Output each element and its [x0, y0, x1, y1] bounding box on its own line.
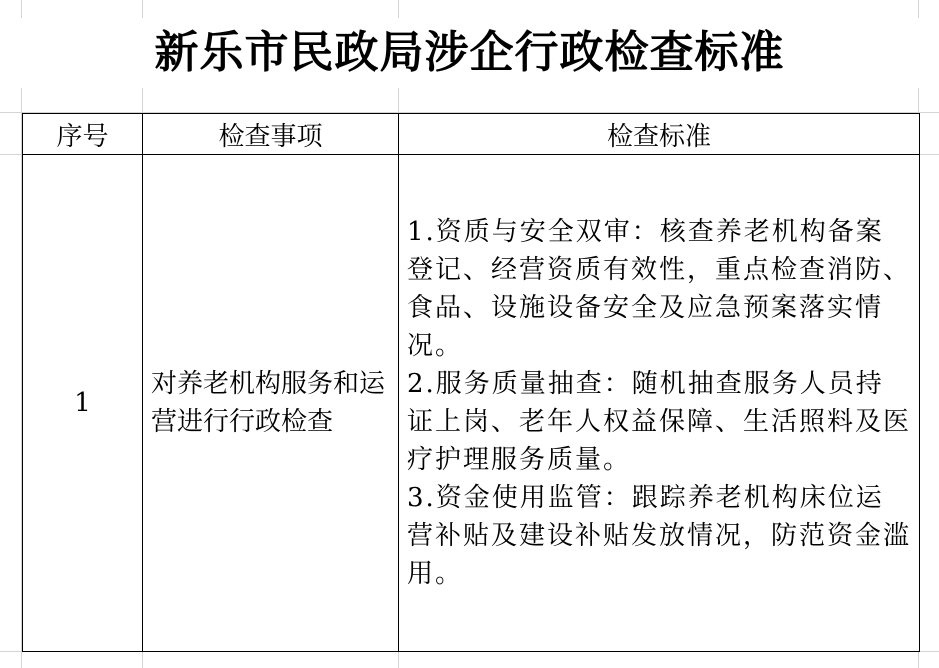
standard-line-1: 1.资质与安全双审：核查养老机构备案登记、经营资质有效性，重点检查消防、食品、设施设备安全及应急预案落实情况。	[407, 217, 912, 361]
header-item[interactable]: 检查事项	[143, 114, 399, 155]
table-row	[23, 155, 920, 652]
cell-item[interactable]: 对养老机构服务和运营进行行政检查	[143, 155, 399, 652]
inspection-table	[22, 113, 920, 652]
cell-number[interactable]: 1	[23, 155, 143, 652]
standard-line-2: 2.服务质量抽查：随机抽查服务人员持证上岗、老年人权益保障、生活照料及医疗护理服务质量。	[407, 369, 912, 475]
document-title: 新乐市民政局涉企行政检查标准	[0, 18, 939, 88]
table-header-row	[23, 114, 920, 155]
header-number[interactable]: 序号	[23, 114, 143, 155]
cell-standard[interactable]	[399, 155, 920, 652]
header-standard[interactable]: 检查标准	[399, 114, 920, 155]
standard-line-3: 3.资金使用监管：跟踪养老机构床位运营补贴及建设补贴发放情况，防范资金滥用。	[407, 483, 912, 589]
